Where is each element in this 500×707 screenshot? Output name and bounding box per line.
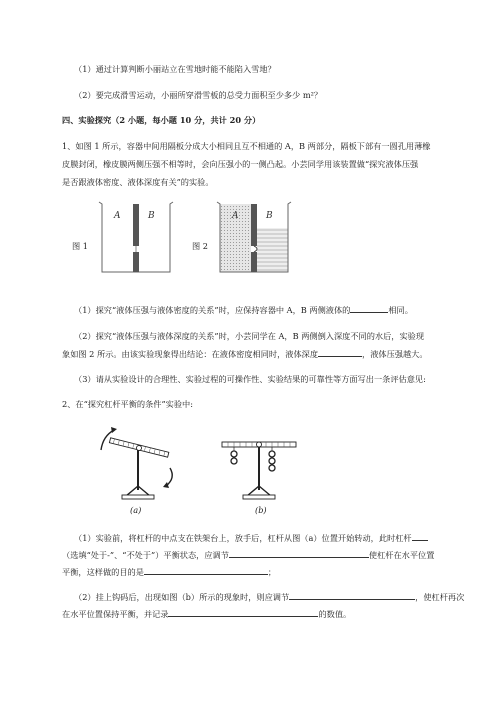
q2-sub2-blank1[interactable] [289, 590, 415, 600]
q1-sub1-text: （1）探究“液体压强与液体密度的关系”时，应保持容器中 A，B 两侧液体的 [74, 305, 351, 315]
fig1-label-b: B [148, 211, 155, 221]
fig-a-caption: (a) [130, 505, 142, 515]
q1-sub2-line2 [62, 347, 428, 360]
fig-b-caption: (b) [255, 505, 267, 515]
q2-sub1-line1 [74, 531, 428, 544]
figure-2-container [214, 196, 294, 276]
fig2-label: 图 2 [192, 241, 208, 251]
q1-sub2-end: ，液体压强越大。 [362, 349, 428, 359]
q2-sub2-text: （2）挂上钩码后，出现如图（b）所示的现象时，则应调节 [74, 592, 290, 602]
q2-sub2-line1-end: ，使杠杆再次 [415, 592, 465, 602]
figure-1-container [96, 196, 176, 276]
q2-sub1-line3 [62, 565, 276, 578]
q1-sub2-blank[interactable] [318, 347, 362, 357]
q1-sub2-line1: （2）探究“液体压强与液体深度的关系”时，小芸同学在 A，B 两侧倒入深度不同的水后，实验现 [74, 331, 425, 341]
q1-sub1 [74, 303, 413, 316]
q2-sub2-line2-end: 的数值。 [318, 609, 352, 619]
fig2-label-a: A [232, 211, 239, 221]
q1-sub2-text: 象如图 2 所示。由该实验现象得出结论：在液体密度相同时，液体深度 [62, 349, 319, 359]
q2-sub1-blank1[interactable] [412, 531, 428, 541]
fig2-label-b: B [266, 211, 273, 221]
q1-intro-line1: 1、如图 1 所示，容器中间用隔板分成大小相同且互不相通的 A，B 两部分，隔板下部有一圆孔用薄橡 [62, 141, 431, 151]
q1-intro-line3: 是否跟液体密度、液体深度有关”的实验。 [62, 177, 214, 187]
q2-sub2-line2 [62, 607, 351, 620]
q1-sub1-blank[interactable] [350, 303, 388, 313]
figure-b-lever [214, 418, 304, 504]
q2-sub1-blank2[interactable] [229, 548, 369, 558]
section-title: 四、实验探究（2 小题，每小题 10 分，共计 20 分） [62, 115, 261, 125]
q1-sub3: （3）请从实验设计的合理性、实验过程的可操作性、实验结果的可靠性等方面写出一条评估意见: [74, 374, 426, 384]
q2-sub1-line3-end: ； [267, 567, 277, 577]
q2-sub2-blank2[interactable] [168, 607, 318, 617]
fig1-label-a: A [114, 211, 121, 221]
figure-a-lever [96, 418, 186, 504]
q2-sub2-line1 [74, 590, 464, 603]
fig1-label: 图 1 [72, 241, 88, 251]
prev-question-sub2: （2）要完成滑雪运动，小丽所穿滑雪板的总受力面积至少多少 m²？ [74, 90, 323, 100]
q2-sub1-blank3[interactable] [144, 565, 268, 575]
q2-sub1-line3-text: 平衡，这样做的目的是 [62, 567, 144, 577]
q1-intro-line2: 皮膜封闭，橡皮膜两侧压强不相等时，会向压强小的一侧凸起。小芸同学用该装置做“探究液体压强 [62, 159, 419, 169]
q1-sub1-end: 相同。 [388, 305, 413, 315]
q2-sub1-text: （1）实验前，将杠杆的中点支在铁架台上，放手后，杠杆从图（a）位置开始转动，此时杠杆 [74, 533, 412, 543]
q2-sub1-line2 [62, 548, 434, 561]
q2-sub1-line2-text: （选填“处于-”、“不处于”）平衡状态，应调节 [62, 550, 229, 560]
q2-title: 2、在“探究杠杆平衡的条件”实验中: [62, 399, 193, 409]
q2-sub2-line2-text: 在水平位置保持平衡，并记录 [62, 609, 169, 619]
prev-question-sub1: （1）通过计算判断小丽站立在雪地时能不能陷入雪地？ [74, 64, 276, 74]
q2-sub1-line2-end: 使杠杆在水平位置 [368, 550, 435, 560]
